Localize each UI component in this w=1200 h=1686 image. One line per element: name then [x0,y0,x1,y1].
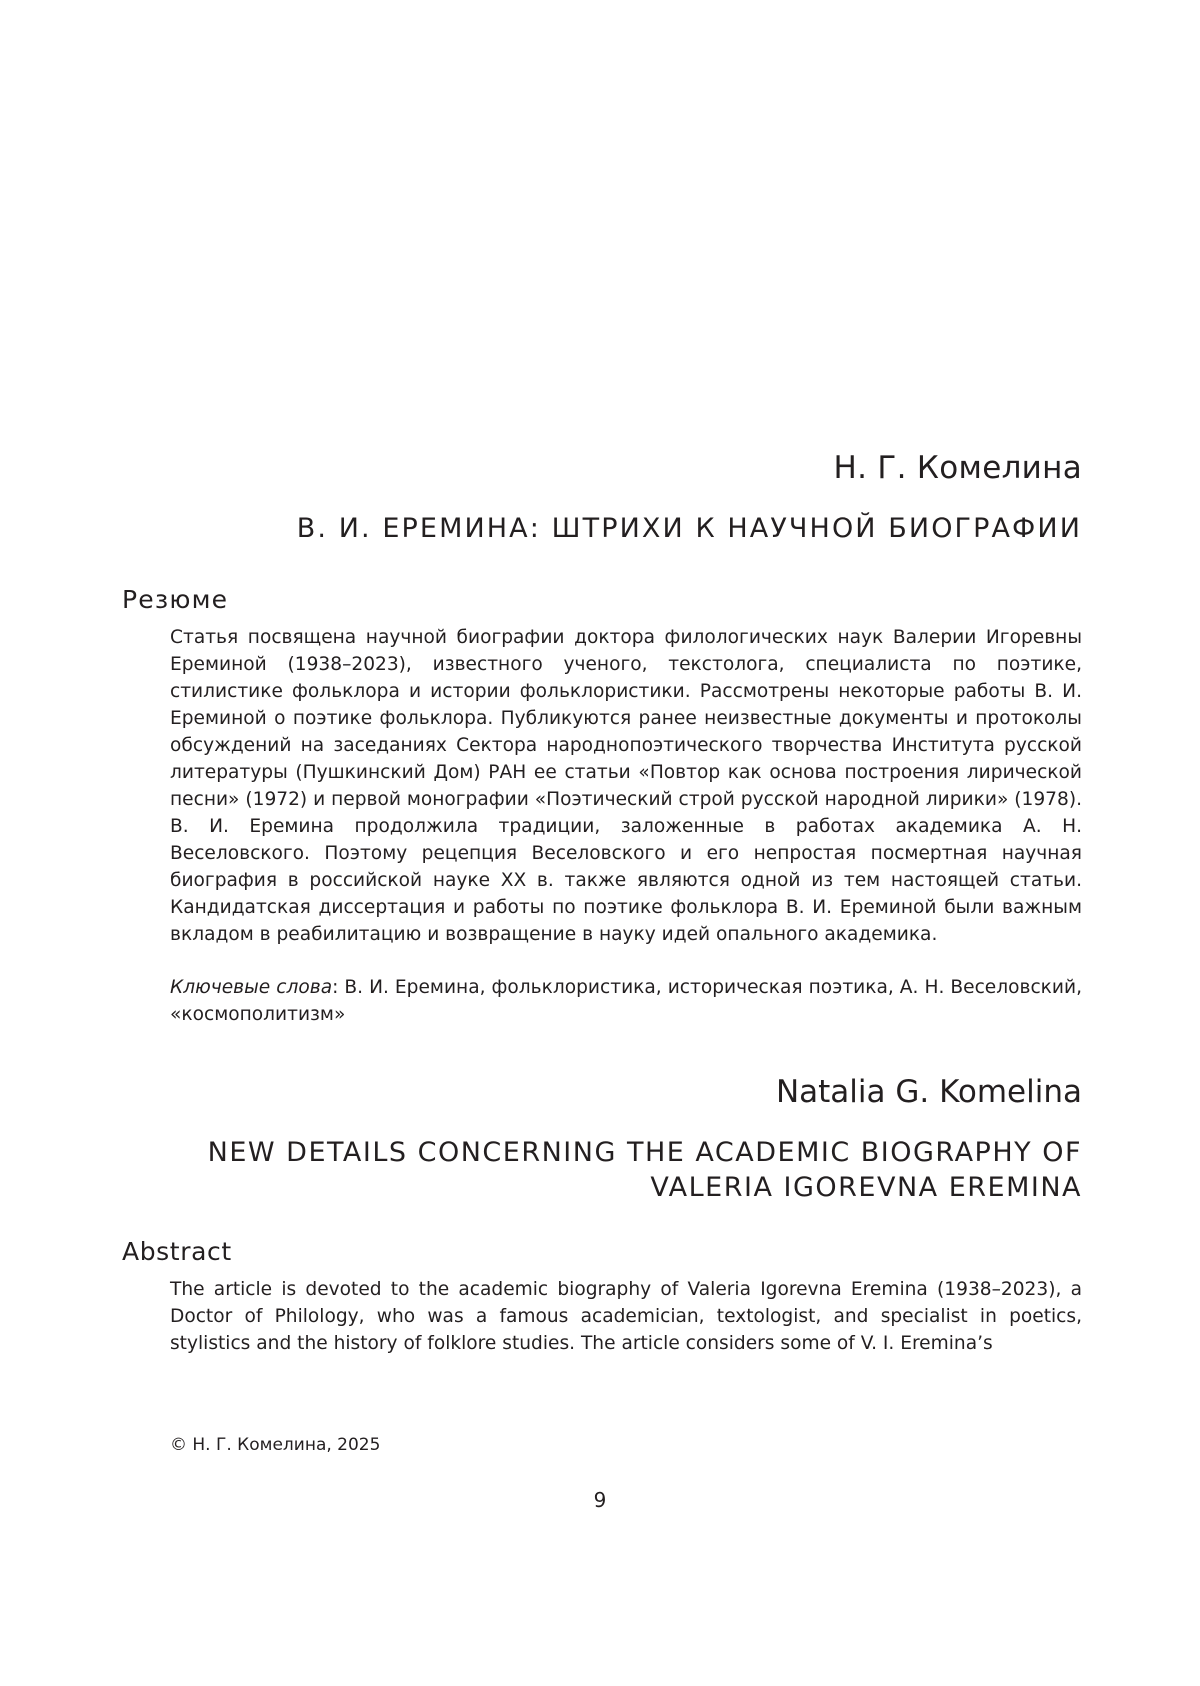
english-author: Natalia G. Komelina [775,1074,1082,1111]
russian-keywords-text: : В. И. Еремина, фольклористика, историческая поэтика, А. Н. Веселовский, «космополитизм» [170,977,1082,1026]
russian-title: В. И. ЕРЕМИНА: ШТРИХИ К НАУЧНОЙ БИОГРАФИИ [296,513,1082,544]
page-content [122,0,1082,1357]
english-abstract-heading: Abstract [122,1237,232,1267]
russian-keywords [170,974,1082,1028]
russian-author: Н. Г. Комелина [833,450,1082,486]
copyright-notice: © Н. Г. Комелина, 2025 [170,1435,381,1455]
english-abstract-text: The article is devoted to the academic biography of Valeria Igorevna Eremina (1938–2023), a Doctor of Philology, who was a famous academician, textologist, and specialist in poetics, stylistics and the history of folklore studies. The article considers some of V. I. Eremina’s [170,1279,1082,1355]
russian-keywords-label: Ключевые слова [170,977,333,999]
english-title: NEW DETAILS CONCERNING THE ACADEMIC BIOGRAPHY OF VALERIA IGOREVNA EREMINA [207,1137,1082,1203]
russian-abstract-text: Статья посвящена научной биографии доктора филологических наук Валерии Игоревны Ереминой (1938–2023), известного ученого, текстолога, специалиста по поэтике, стилистике фольклора и истории фольклористики. Рассмотрены некоторые работы В. И. Ереминой о поэтике фольклора. Публикуются ранее неизвестные документы и протоколы обсуждений на заседаниях Сектора народнопоэтического творчества Института русской литературы (Пушкинский Дом) РАН ее статьи «Повтор как основа построения лирической песни» (1972) и первой монографии «Поэтический строй русской народной лирики» (1978). В. И. Еремина продолжила традиции, заложенные в работах академика А. Н. Веселовского. Поэтому рецепция Веселовского и его непростая посмертная научная биография в российской науке XX в. также являются одной из тем настоящей статьи. Кандидатская диссертация и работы по поэтике фольклора В. И. Ереминой были важным вкладом в реабилитацию и возвращение в науку идей опального академика. [170,626,1082,946]
page-number: 9 [593,1488,607,1512]
russian-abstract-heading: Резюме [122,584,229,614]
